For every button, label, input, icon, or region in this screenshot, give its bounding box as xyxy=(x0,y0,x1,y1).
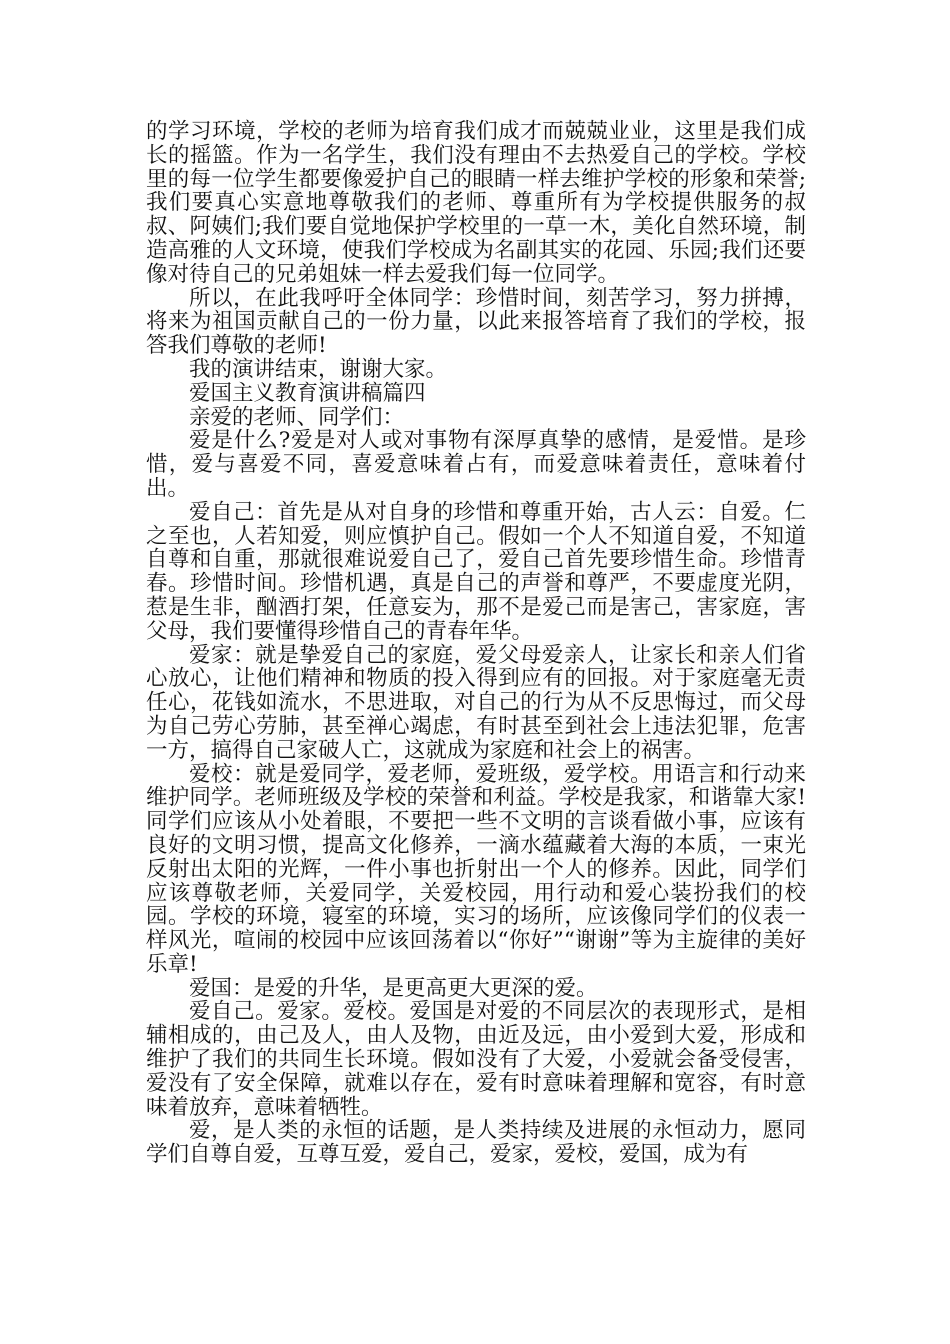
paragraph-10: 爱国：是爱的升华，是更高更大更深的爱。 xyxy=(189,975,598,1001)
document-body xyxy=(146,120,806,1167)
paragraph-11: 爱自己。爱家。爱校。爱国是对爱的不同层次的表现形式，是相辅相成的，由己及人，由人及物，由近及远，由小爱到大爱，形成和维护了我们的共同生长环境。假如没有了大爱，小爱就会备受侵害，爱没有了安全保障，就难以存在，爱有时意味着理解和宽容，有时意味着放弃，意味着牺牲。 xyxy=(146,999,806,1120)
paragraph-1: 的学习环境，学校的老师为培育我们成才而兢兢业业，这里是我们成长的摇篮。作为一名学生，我们没有理由不去热爱自己的学校。学校里的每一位学生都要像爱护自己的眼睛一样去维护学校的形象和荣誉;我们要真心实意地尊敬我们的老师、尊重所有为学校提供服务的叔叔、阿姨们;我们要自觉地保护学校里的一草一木，美化自然环境，制造高雅的人文环境，使我们学校成为名副其实的花园、乐园;我们还要像对待自己的兄弟姐妹一样去爱我们每一位同学。 xyxy=(146,119,806,287)
paragraph-9: 爱校：就是爱同学，爱老师，爱班级，爱学校。用语言和行动来维护同学。老师班级及学校的荣誉和利益。学校是我家，和谐靠大家!同学们应该从小处着眼，不要把一些不文明的言谈看做小事，应该有良好的文明习惯，提高文化修养，一滴水蕴藏着大海的本质，一束光反射出太阳的光辉，一件小事也折射出一个人的修养。因此，同学们应该尊敬老师，关爱同学，关爱校园，用行动和爱心装扮我们的校园。学校的环境，寝室的环境，实习的场所，应该像同学们的仪表一样风光，喧闹的校园中应该回荡着以“你好”“谢谢”等为主旋律的美好乐章! xyxy=(146,761,806,977)
paragraph-2: 所以，在此我呼吁全体同学：珍惜时间，刻苦学习，努力拼搏，将来为祖国贡献自己的一份力量，以此来报答培育了我们的学校，报答我们尊敬的老师! xyxy=(146,285,806,359)
paragraph-3: 我的演讲结束，谢谢大家。 xyxy=(189,356,448,382)
paragraph-8: 爱家：就是挚爱自己的家庭，爱父母爱亲人，让家长和亲人们省心放心，让他们精神和物质的投入得到应有的回报。对于家庭毫无责任心，花钱如流水，不思进取，对自己的行为从不反思悔过，而父母为自己劳心劳肺，甚至禅心竭虑，有时甚至到社会上违法犯罪，危害一方，搞得自己家破人亡，这就成为家庭和社会上的祸害。 xyxy=(146,642,806,763)
section-heading: 爱国主义教育演讲稿篇四 xyxy=(189,380,426,406)
paragraph-6: 爱是什么?爱是对人或对事物有深厚真挚的感情，是爱惜。是珍惜，爱与喜爱不同，喜爱意味着占有，而爱意味着责任，意味着付出。 xyxy=(146,428,806,501)
paragraph-12: 爱，是人类的永恒的话题，是人类持续及进展的永恒动力，愿同学们自尊自爱，互尊互爱，爱自己，爱家，爱校，爱国，成为有 xyxy=(146,1118,806,1168)
paragraph-7: 爱自己：首先是从对自身的珍惜和尊重开始，古人云：自爱。仁之至也，人若知爱，则应慎护自己。假如一个人不知道自爱，不知道自尊和自重，那就很难说爱自己了，爱自己首先要珍惜生命。珍惜青春。珍惜时间。珍惜机遇，真是自己的声誉和尊严，不要虚度光阴，惹是生非，酗酒打架，任意妄为，那不是爱己而是害己，害家庭，害父母，我们要懂得珍惜自己的青春年华。 xyxy=(146,499,806,644)
salutation: 亲爱的老师、同学们： xyxy=(189,404,405,430)
